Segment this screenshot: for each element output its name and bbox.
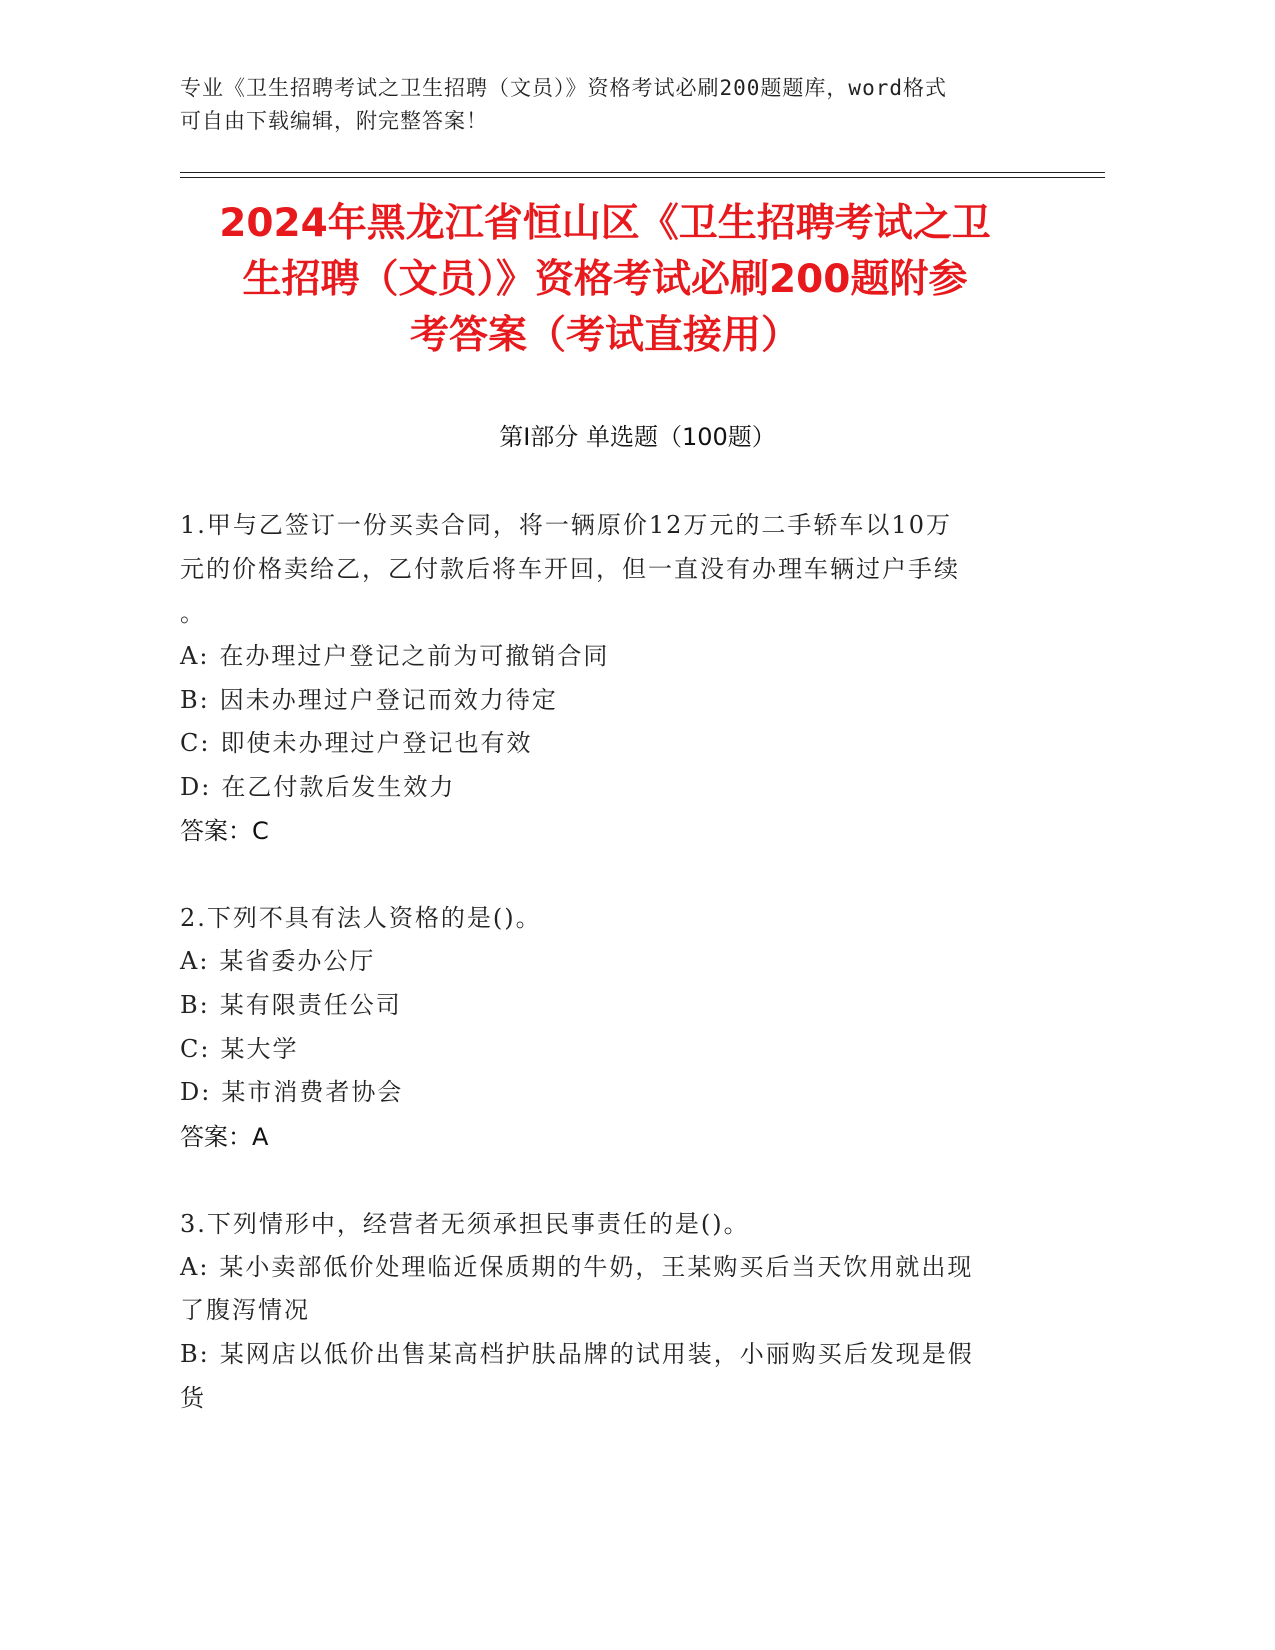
option-key: A:	[180, 642, 210, 670]
option-key: C:	[180, 1034, 211, 1063]
question-stem: 元的价格卖给乙，乙付款后将车开回，但一直没有办理车辆过户手续	[180, 555, 960, 583]
question	[180, 896, 1040, 1158]
title-line: 生招聘（文员）》资格考试必刷200题附参	[242, 257, 968, 302]
option	[180, 766, 1040, 810]
option-text: 某有限责任公司	[219, 990, 402, 1019]
option	[180, 679, 1040, 723]
option	[180, 635, 1040, 679]
header-note-line: 专业《卫生招聘考试之卫生招聘（文员）》资格考试必刷200题题库，word格式	[180, 76, 947, 100]
option-key: A:	[180, 947, 210, 976]
option-key: D:	[180, 1078, 212, 1107]
title-line: 考答案（考试直接用）	[409, 313, 800, 358]
question-stem: 3.下列情形中，经营者无须承担民事责任的是()。	[180, 1209, 750, 1238]
option-text: 某大学	[220, 1034, 299, 1063]
header-divider	[180, 172, 1105, 173]
option	[180, 1333, 1040, 1377]
question	[180, 1202, 1040, 1420]
option	[180, 722, 1040, 766]
option-key: B:	[180, 1339, 210, 1368]
option-key: B:	[180, 990, 210, 1019]
option-text: 某市消费者协会	[221, 1078, 404, 1107]
option	[180, 1071, 1040, 1115]
title-line: 2024年黑龙江省恒山区《卫生招聘考试之卫	[219, 201, 991, 246]
option-text: 在乙付款后发生效力	[221, 772, 456, 801]
answer: 答案：C	[180, 817, 269, 846]
option-text: 即使未办理过户登记也有效	[220, 729, 533, 758]
option-continuation: 货	[180, 1383, 206, 1412]
option	[180, 1028, 1040, 1072]
document-title	[160, 196, 1050, 364]
option-text: 在办理过户登记之前为可撤销合同	[219, 642, 610, 670]
question-stem: 1.甲与乙签订一份买卖合同，将一辆原价12万元的二手轿车以10万	[180, 511, 952, 539]
option-text: 某网店以低价出售某高档护肤品牌的试用装，小丽购买后发现是假	[219, 1339, 974, 1368]
header-note	[180, 72, 1040, 138]
section-title: 第I部分 单选题（100题）	[499, 423, 776, 451]
option-key: B:	[180, 685, 210, 714]
question-list	[180, 503, 1040, 1463]
question-stem: 2.下列不具有法人资格的是()。	[180, 904, 542, 933]
answer: 答案：A	[180, 1122, 269, 1151]
option-text: 某小卖部低价处理临近保质期的牛奶，王某购买后当天饮用就出现	[219, 1252, 974, 1281]
option-key: D:	[180, 772, 212, 801]
header-note-line: 可自由下载编辑，附完整答案！	[180, 109, 488, 133]
header-divider	[180, 177, 1105, 178]
option-key: C:	[180, 729, 211, 758]
option-continuation: 了腹泻情况	[180, 1296, 310, 1325]
question	[180, 503, 1040, 853]
option-text: 某省委办公厅	[219, 947, 376, 976]
question-stem: 。	[180, 599, 206, 627]
option-text: 因未办理过户登记而效力待定	[219, 685, 558, 714]
option	[180, 1246, 1040, 1290]
option	[180, 940, 1040, 984]
option-key: A:	[180, 1252, 210, 1281]
option	[180, 984, 1040, 1028]
